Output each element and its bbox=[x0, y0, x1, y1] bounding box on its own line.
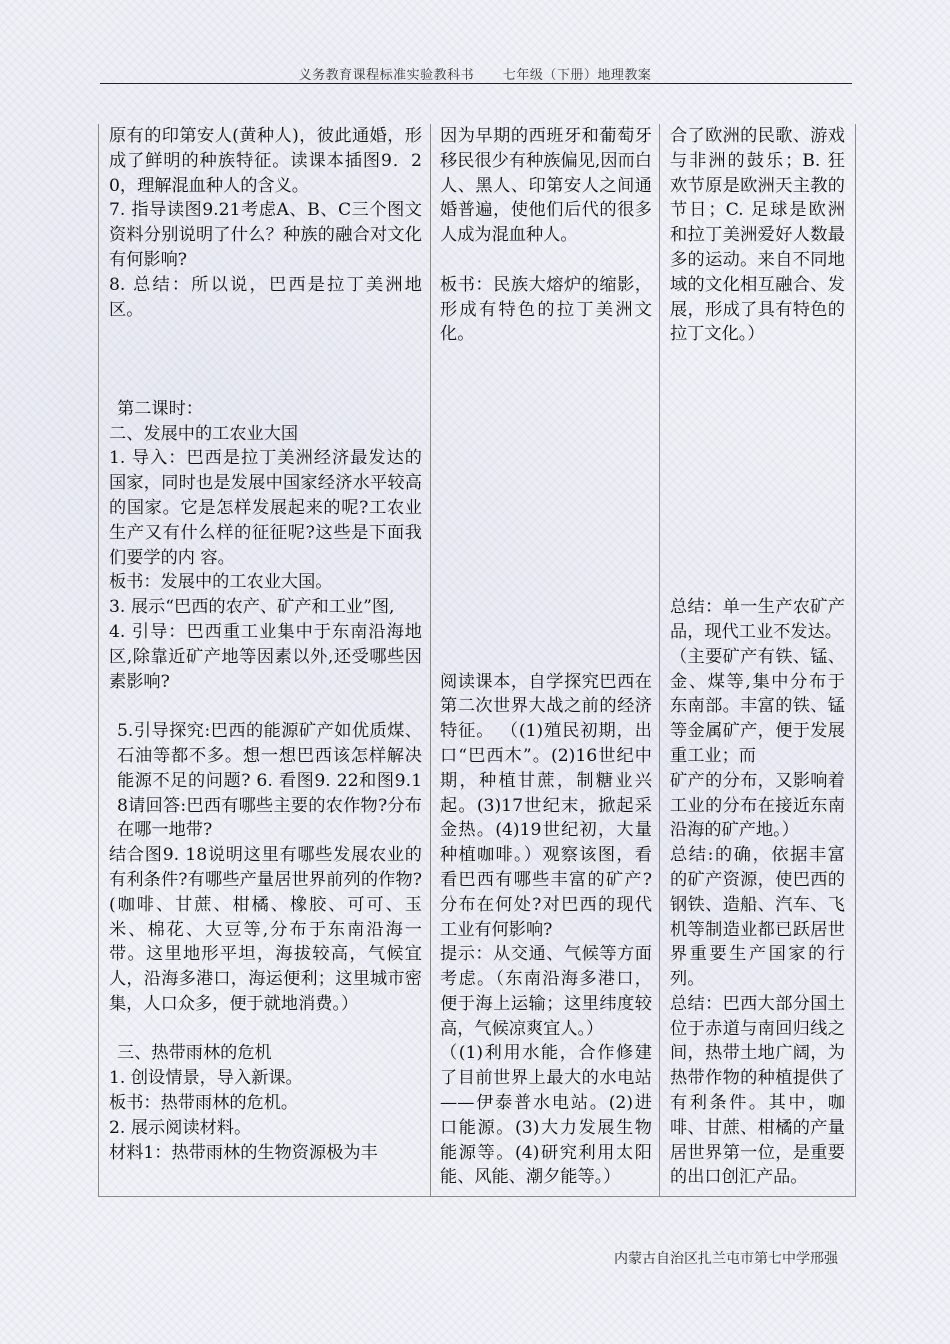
section-heading: 三、热带雨林的危机 bbox=[117, 1043, 272, 1064]
spacer bbox=[670, 397, 845, 447]
text-block: （主要矿产有铁、锰、金、煤等,集中分布于东南部。丰富的铁、锰等金属矿产，便于发展重工业；而 bbox=[670, 646, 845, 766]
header-grade-title: 七年级（下册）地理教案 bbox=[502, 68, 652, 83]
spacer bbox=[670, 546, 845, 596]
spacer bbox=[440, 446, 652, 496]
text-block: 材料1：热带雨林的生物资源极为丰 bbox=[109, 1142, 378, 1163]
footer-school: 内蒙古自治区扎兰屯市第七中学 bbox=[614, 1251, 810, 1267]
text-block: 总结：单一生产农矿产品，现代工业不发达。 bbox=[670, 597, 845, 642]
text-block: 3. 展示“巴西的农产、矿产和工业”图, bbox=[109, 597, 395, 618]
text-block: 原有的印第安人(黄种人)，彼此通婚，形成了鲜明的种族特征。读课本插图9．20，理解混血种人的含义。 bbox=[109, 126, 422, 196]
spacer bbox=[109, 372, 422, 397]
text-block: 板书：民族大熔炉的缩影，形成有特色的拉丁美洲文化。 bbox=[440, 274, 652, 345]
page-header bbox=[0, 64, 950, 83]
text-block: 2. 展示阅读材料。 bbox=[109, 1117, 252, 1138]
footer-author: 邢强 bbox=[810, 1251, 838, 1267]
spacer bbox=[440, 546, 652, 596]
section-heading: 二、发展中的工农业大国 bbox=[109, 423, 299, 444]
text-block: 4. 引导：巴西重工业集中于东南沿海地区,除靠近矿产地等因素以外,还受哪些因素影响? bbox=[109, 621, 422, 692]
text-block: 提示：从交通、气候等方面考虑。（东南沿海多港口，便于海上运输；这里纬度较高，气候凉爽宜人。） bbox=[440, 944, 652, 1039]
spacer bbox=[670, 496, 845, 546]
spacer bbox=[440, 248, 652, 273]
text-block: 5.引导探究:巴西的能源矿产如优质煤、石油等都不多。想一想巴西该怎样解决能源不足的问题? 6. 看图9. 22和图9.18请回答:巴西有哪些主要的农作物?分布在哪一地带? bbox=[117, 721, 422, 841]
spacer bbox=[109, 322, 422, 372]
column-divider-1 bbox=[430, 124, 431, 1196]
header-rule bbox=[100, 83, 852, 84]
text-block: 总结:的确，依据丰富的矿产资源，使巴西的钢铁、造船、汽车、飞机等制造业都已跃居世界重要生产国家的行列。 bbox=[670, 845, 845, 990]
text-block: 7. 指导读图9.21考虑A、B、C三个图文资料分别说明了什么？种族的融合对文化有何影响? bbox=[109, 200, 422, 270]
text-block: 因为早期的西班牙和葡萄牙移民很少有种族偏见,因而白人、黑人、印第安人之间通婚普遍，使他们后代的很多人成为混血种人。 bbox=[440, 126, 652, 246]
spacer bbox=[670, 446, 845, 496]
spacer bbox=[440, 645, 652, 670]
design-notes-column bbox=[670, 124, 845, 1190]
text-block: 矿产的分布，又影响着工业的分布在接近东南沿海的矿产地。） bbox=[670, 770, 845, 841]
text-block: 1. 导入：巴西是拉丁美洲经济最发达的国家，同时也是发展中国家经济水平较高的国家。它是怎样发展起来的呢?工农业生产又有什么样的征征呢?这些是下面我们要学的内 容。 bbox=[109, 448, 422, 568]
spacer bbox=[440, 397, 652, 447]
student-activity-column bbox=[440, 124, 652, 1190]
header-series-title: 义务教育课程标准实验教科书 bbox=[298, 68, 475, 83]
text-block: 1. 创设情景，导入新课。 bbox=[109, 1068, 303, 1089]
spacer bbox=[670, 347, 845, 397]
column-divider-2 bbox=[659, 124, 660, 1196]
text-block: 板书：热带雨林的危机。 bbox=[109, 1093, 299, 1114]
text-block: 合了欧洲的民歌、游戏与非洲的鼓乐；B. 狂欢节原是欧洲天主教的节日；C. 足球是欧洲和拉丁美洲爱好人数最多的运动。来自不同地域的文化相互融合、发展，形成了具有特色的拉丁文化。） bbox=[670, 126, 845, 345]
text-block: （(1)利用水能，合作修建了目前世界上最大的水电站——伊泰普水电站。(2)进口能源。(3)大力发展生物能源等。(4)研究利用太阳能、风能、潮夕能等。） bbox=[440, 1043, 652, 1188]
text-block: 阅读课本，自学探究巴西在第二次世界大战之前的经济特征。 （(1)殖民初期，出口“巴西木”。(2)16世纪中期，种植甘蔗，制糖业兴起。(3)17世纪末，掀起采金热。(4)19世纪初，大量种植咖啡。）观察该图，看看巴西有哪些丰富的矿产?分布在何处?对巴西的现代工业有何影响? bbox=[440, 671, 652, 940]
teacher-activity-column bbox=[109, 124, 422, 1165]
text-block: 板书：发展中的工农业大国。 bbox=[109, 572, 333, 593]
spacer bbox=[440, 496, 652, 546]
text-block: 结合图9. 18说明这里有哪些发展农业的有利条件?有哪些产量居世界前列的作物?(咖啡、甘蔗、柑橘、橡胶、可可、玉米、棉花、大豆等,分布于东南沿海一带。这里地形平坦，海拔较高，气候宜人，沿海多港口，海运便利；这里城市密集，人口众多，便于就地消费。） bbox=[109, 845, 422, 1014]
spacer bbox=[440, 595, 652, 645]
text-block: 8. 总结：所以说，巴西是拉丁美洲地区。 bbox=[109, 274, 422, 320]
page-footer bbox=[614, 1248, 838, 1268]
lesson-heading: 第二课时： bbox=[117, 398, 203, 419]
spacer bbox=[440, 347, 652, 397]
text-block: 总结：巴西大部分国土位于赤道与南回归线之间，热带土地广阔，为热带作物的种植提供了有利条件。其中，咖啡、甘蔗、柑橘的产量居世界第一位，是重要的出口创汇产品。 bbox=[670, 993, 845, 1188]
spacer bbox=[109, 694, 422, 719]
spacer bbox=[109, 1017, 422, 1042]
